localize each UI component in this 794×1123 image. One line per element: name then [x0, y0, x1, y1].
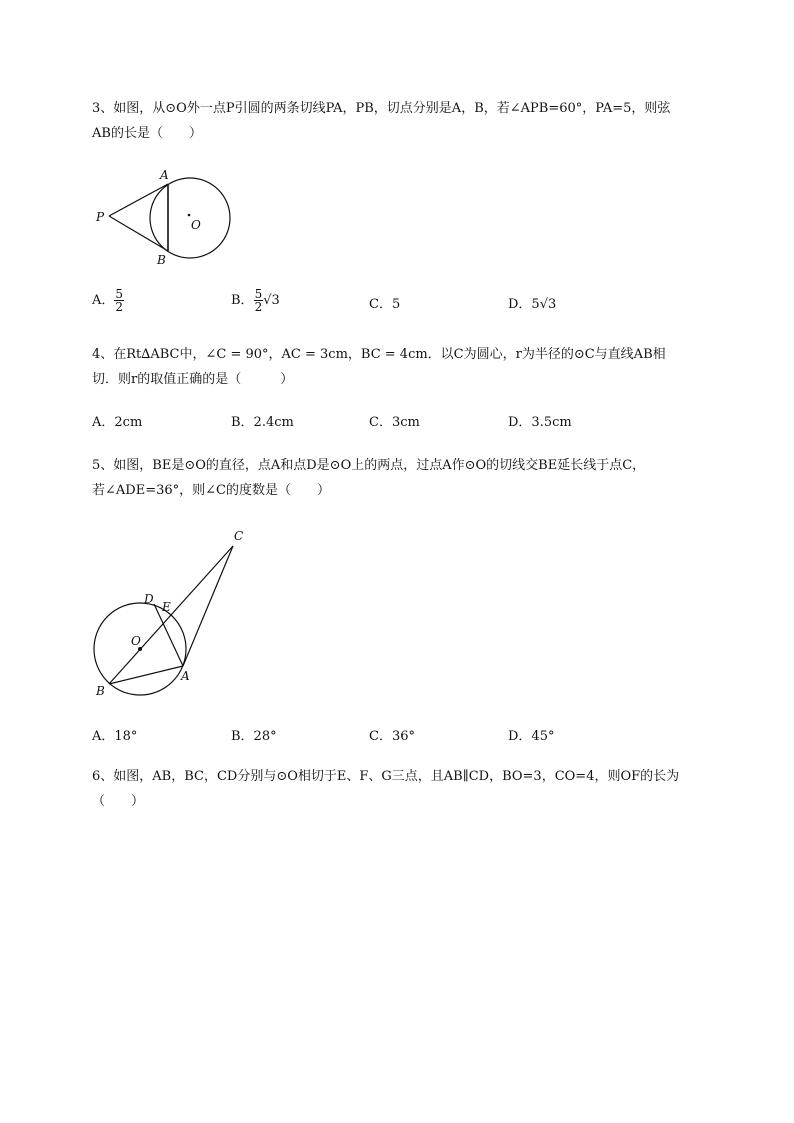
q5-line-bc [109, 546, 233, 684]
q3-label-a: A [160, 168, 169, 182]
q3-option-c[interactable]: C．5 [369, 297, 401, 312]
q5-label-o: O [131, 634, 141, 648]
q5-option-c[interactable]: C．36° [369, 729, 415, 744]
q5-label-b: B [96, 684, 105, 698]
q4-option-a[interactable]: A．2cm [92, 415, 143, 430]
q3-option-a-denominator: 2 [115, 300, 124, 314]
q5-text-line2: 若∠ADE=36°，则∠C的度数是（ ） [92, 483, 330, 498]
q5-option-b[interactable]: B．28° [231, 729, 277, 744]
q5-option-d[interactable]: D．45° [508, 729, 555, 744]
q6-text-line2: （ ） [92, 794, 145, 809]
q5-text-line1: 5、如图，BE是⊙O的直径，点A和点D是⊙O上的两点，过点A作⊙O的切线交BE延长线于点C， [92, 458, 646, 473]
q3-option-b-numerator: 5 [254, 287, 263, 301]
q3-option-b-radical: √3 [263, 293, 280, 308]
q3-label-p: P [96, 210, 105, 224]
q3-option-b-denominator: 2 [254, 300, 263, 314]
q3-text-line2: AB的长是（ ） [92, 126, 202, 141]
q5-option-a[interactable]: A．18° [92, 729, 138, 744]
q6-text-line1: 6、如图，AB，BC，CD分别与⊙O相切于E、F、G三点，且AB∥CD，BO=3，CO=4，则OF的长为 [92, 769, 680, 784]
q4-option-b[interactable]: B．2.4cm [231, 415, 294, 430]
q4-option-d[interactable]: D．3.5cm [508, 415, 572, 430]
q3-option-a-prefix: A． [92, 293, 115, 308]
q5-label-c: C [234, 529, 244, 543]
q3-option-b-prefix: B． [231, 293, 254, 308]
q3-text-line1: 3、如图，从⊙O外一点P引圆的两条切线PA，PB，切点分别是A，B，若∠APB=60°，PA=5，则弦 [92, 101, 671, 116]
q5-tangent-ac [183, 546, 233, 666]
q5-chord-ab [109, 666, 183, 684]
q4-option-c[interactable]: C．3cm [369, 415, 420, 430]
q3-label-b: B [157, 253, 166, 267]
q4-text-line2: 切．则r的取值正确的是（ ） [92, 372, 294, 387]
q3-option-a-numerator: 5 [115, 287, 124, 301]
q5-label-a: A [181, 669, 190, 683]
q3-option-d[interactable]: D．5√3 [508, 297, 557, 312]
q5-label-e: E [162, 600, 171, 614]
q4-text-line1: 4、在Rt∆ABC中，∠C = 90°，AC = 3cm，BC = 4cm．以C为圆心，r为半径的⊙C与直线AB相 [92, 347, 666, 362]
q5-label-d: D [144, 592, 154, 606]
q3-label-o: O [191, 218, 201, 232]
